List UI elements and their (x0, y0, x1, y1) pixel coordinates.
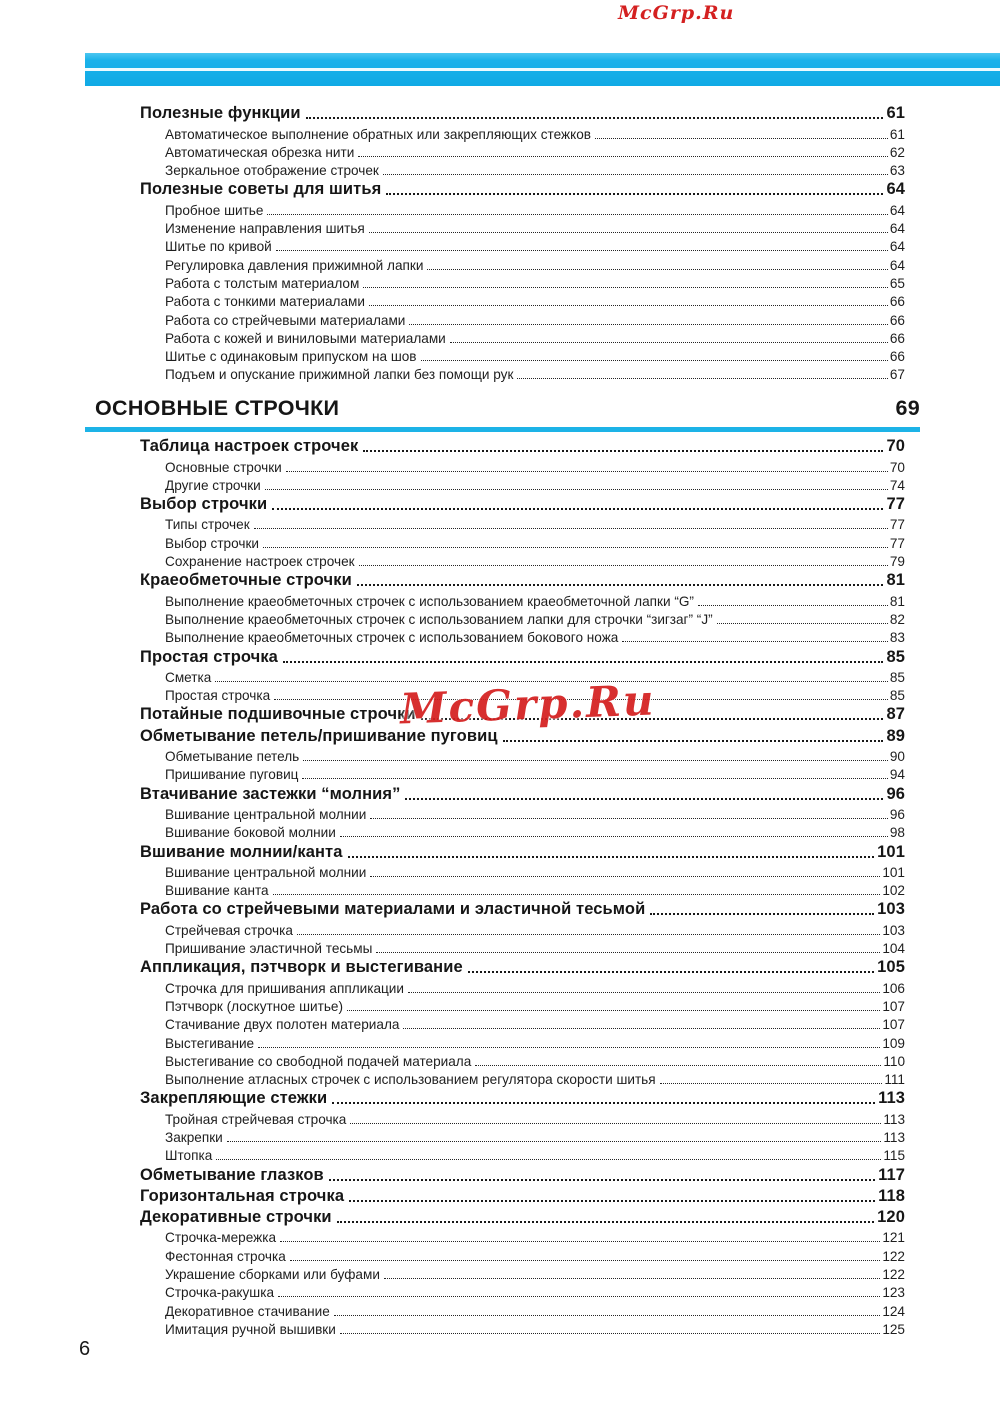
toc-entry-label: Фестонная строчка (165, 1248, 286, 1264)
toc-entry-label: Стачивание двух полотен материала (165, 1017, 400, 1033)
toc-entry-label: Вшивание центральной молнии (165, 864, 367, 880)
toc-entry-page: 64 (889, 239, 905, 255)
toc-entry-label: Основные строчки (165, 459, 282, 475)
toc-entry-page: 67 (889, 367, 905, 383)
toc-entry-label: Полезные советы для шитья (140, 180, 382, 199)
toc-entry-page: 64 (889, 202, 905, 218)
toc-entry-page: 124 (882, 1303, 905, 1319)
toc-subentry (140, 627, 905, 645)
toc-subentry (140, 880, 905, 898)
dotted-leader (334, 1315, 881, 1316)
section-title: ОСНОВНЫЕ СТРОЧКИ (95, 396, 340, 420)
dotted-leader (329, 1179, 875, 1181)
toc-entry (140, 840, 905, 861)
toc-entry (140, 956, 905, 977)
toc-subentry (140, 346, 905, 364)
toc-subentry (140, 273, 905, 291)
section-page-number: 69 (895, 396, 920, 420)
toc-intro-list (140, 102, 905, 382)
toc-entry-page: 64 (889, 221, 905, 237)
toc-subentry (140, 254, 905, 272)
dotted-leader (370, 876, 880, 877)
toc-entry-page: 66 (889, 312, 905, 328)
toc-entry-label: Подъем и опускание прижимной лапки без помощи рук (165, 367, 514, 383)
toc-subentry (140, 1264, 905, 1282)
toc-subentry (140, 590, 905, 608)
toc-entry-page: 77 (886, 495, 905, 514)
dotted-leader (359, 565, 888, 566)
toc-entry-page: 66 (889, 330, 905, 346)
dotted-leader (369, 232, 888, 233)
toc-entry-page: 85 (889, 669, 905, 685)
dotted-leader (348, 856, 875, 858)
toc-entry-page: 123 (882, 1285, 905, 1301)
toc-entry-label: Выполнение краеобметочных строчек с использованием бокового ножа (165, 630, 619, 646)
toc-subentry (140, 1245, 905, 1263)
toc-entry-page: 109 (882, 1035, 905, 1051)
toc-entry-page: 102 (882, 883, 905, 899)
dotted-leader (595, 138, 888, 139)
toc-entry-label: Обметывание глазков (140, 1165, 324, 1184)
toc-entry-label: Декоративные строчки (140, 1208, 332, 1227)
toc-subentry (140, 309, 905, 327)
dotted-leader (303, 760, 888, 761)
toc-entry-page: 89 (886, 726, 905, 745)
toc-entry-label: Вшивание канта (165, 883, 269, 899)
toc-entry-page: 103 (882, 922, 905, 938)
toc-subentry (140, 804, 905, 822)
dotted-leader (386, 193, 883, 195)
toc-subentry (140, 364, 905, 382)
toc-entry-page: 107 (882, 1017, 905, 1033)
toc-entry-label: Работа со стрейчевыми материалами (165, 312, 406, 328)
dotted-leader (384, 1278, 880, 1279)
toc-entry-page: 110 (883, 1053, 905, 1069)
toc-entry-label: Изменение направления шитья (165, 221, 365, 237)
toc-entry (140, 1087, 905, 1108)
toc-entry-page: 122 (882, 1248, 905, 1264)
watermark-mcgrp-top: McGrp.Ru (618, 2, 735, 24)
toc-entry-label: Строчка-мережка (165, 1230, 277, 1246)
toc-entry-label: Таблица настроек строчек (140, 437, 359, 456)
toc-entry-page: 81 (889, 593, 905, 609)
toc-entry-page: 61 (886, 104, 905, 123)
toc-entry-label: Краеобметочные строчки (140, 571, 352, 590)
page-number: 6 (79, 1338, 91, 1360)
section-heading (95, 396, 920, 421)
toc-subentry (140, 1227, 905, 1245)
toc-subentry (140, 822, 905, 840)
dotted-leader (357, 584, 884, 586)
toc-subentry (140, 746, 905, 764)
toc-entry-page: 82 (889, 611, 905, 627)
toc-entry (140, 435, 905, 456)
toc-subentry (140, 1051, 905, 1069)
watermark-mcgrp-center: McGrp.Ru (399, 675, 657, 734)
toc-entry-label: Полезные функции (140, 104, 301, 123)
toc-entry-label: Регулировка давления прижимной лапки (165, 257, 424, 273)
toc-entry-label: Типы строчек (165, 517, 250, 533)
dotted-leader (363, 450, 883, 452)
toc-subentry (140, 456, 905, 474)
dotted-leader (227, 1141, 882, 1142)
dotted-leader (370, 818, 888, 819)
toc-subentry (140, 1145, 905, 1163)
dotted-leader (408, 992, 880, 993)
dotted-leader (278, 1296, 880, 1297)
toc-entry-label: Имитация ручной вышивки (165, 1321, 336, 1337)
toc-entry-label: Стрейчевая строчка (165, 922, 293, 938)
toc-entry-label: Выполнение краеобметочных строчек с использованием лапки для строчки “зигзаг” “J” (165, 611, 713, 627)
toc-entry-page: 85 (889, 688, 905, 704)
dotted-leader (347, 1010, 880, 1011)
dotted-leader (332, 1102, 875, 1104)
dotted-leader (254, 528, 888, 529)
toc-entry-label: Пэтчворк (лоскутное шитье) (165, 998, 344, 1014)
toc-entry-label: Пробное шитье (165, 202, 264, 218)
toc-entry (140, 645, 905, 666)
dotted-leader (297, 934, 880, 935)
toc-entry-label: Простая строчка (165, 688, 271, 704)
toc-entry-page: 81 (886, 571, 905, 590)
dotted-leader (698, 605, 888, 606)
toc-entry-label: Пришивание пуговиц (165, 767, 299, 783)
toc-subentry (140, 1032, 905, 1050)
toc-entry-page: 113 (883, 1111, 905, 1127)
toc-entry-page: 65 (889, 275, 905, 291)
dotted-leader (265, 489, 888, 490)
toc-entry-page: 77 (889, 535, 905, 551)
toc-entry-label: Вшивание центральной молнии (165, 806, 367, 822)
toc-subentry (140, 1127, 905, 1145)
section-rule (85, 427, 920, 432)
toc-subentry (140, 551, 905, 569)
toc-entry-label: Вшивание боковой молнии (165, 825, 336, 841)
toc-entry-page: 115 (883, 1148, 905, 1164)
toc-entry-label: Шитье с одинаковым припуском на шов (165, 349, 417, 365)
toc-subentry (140, 236, 905, 254)
toc-subentry (140, 764, 905, 782)
toc-subentry (140, 142, 905, 160)
dotted-leader (650, 913, 874, 915)
toc-subentry (140, 199, 905, 217)
dotted-leader (340, 836, 888, 837)
dotted-leader (306, 117, 884, 119)
toc-entry-label: Строчка для пришивания аппликации (165, 980, 404, 996)
toc-subentry (140, 514, 905, 532)
toc-entry (140, 898, 905, 919)
toc-entry (140, 493, 905, 514)
toc-entry-page: 63 (889, 163, 905, 179)
toc-entry-page: 105 (877, 958, 905, 977)
toc-entry-label: Выстегивание со свободной подачей материала (165, 1053, 472, 1069)
toc-entry-page: 101 (877, 842, 905, 861)
toc-subentry (140, 862, 905, 880)
dotted-leader (622, 641, 888, 642)
dotted-leader (258, 1047, 880, 1048)
toc-entry-label: Зеркальное отображение строчек (165, 163, 379, 179)
dotted-leader (272, 508, 883, 510)
toc-entry-label: Простая строчка (140, 647, 278, 666)
dotted-leader (363, 287, 888, 288)
dotted-leader (717, 623, 888, 624)
dotted-leader (358, 156, 888, 157)
dotted-leader (349, 1200, 875, 1202)
header-band-divider-line (85, 68, 1000, 71)
toc-entry-page: 83 (889, 630, 905, 646)
dotted-leader (376, 952, 880, 953)
toc-entry-page: 125 (882, 1321, 905, 1337)
toc-entry-label: Шитье по кривой (165, 239, 272, 255)
dotted-leader (503, 740, 884, 742)
toc-entry-page: 85 (886, 647, 905, 666)
toc-entry-page: 61 (889, 126, 905, 142)
toc-subentry (140, 609, 905, 627)
toc-entry (140, 1185, 905, 1206)
toc-entry-label: Втачивание застежки “молния” (140, 784, 401, 803)
toc-entry-label: Автоматическая обрезка нити (165, 144, 355, 160)
toc-entry-label: Выстегивание (165, 1035, 255, 1051)
toc-entry-label: Выполнение атласных строчек с использованием регулятора скорости шитья (165, 1072, 656, 1088)
toc-entry-page: 101 (882, 864, 905, 880)
toc-entry-label: Работа со стрейчевыми материалами и эластичной тесьмой (140, 900, 646, 919)
toc-entry-page: 90 (889, 749, 905, 765)
dotted-leader (450, 342, 888, 343)
toc-subentry (140, 1319, 905, 1337)
toc-subentry (140, 1014, 905, 1032)
toc-entry-label: Строчка-ракушка (165, 1285, 275, 1301)
toc-entry-label: Работа с тонкими материалами (165, 294, 365, 310)
toc-entry-page: 106 (882, 980, 905, 996)
toc-entry-page: 117 (878, 1165, 905, 1184)
toc-entry-label: Автоматическое выполнение обратных или закрепляющих стежков (165, 126, 591, 142)
dotted-leader (403, 1028, 880, 1029)
dotted-leader (290, 1260, 881, 1261)
toc-entry (140, 782, 905, 803)
toc-subentry (140, 475, 905, 493)
dotted-leader (340, 1333, 880, 1334)
toc-entry-label: Другие строчки (165, 477, 261, 493)
toc-entry-label: Выбор строчки (140, 495, 268, 514)
dotted-leader (273, 894, 881, 895)
toc-subentry (140, 1108, 905, 1126)
toc-entry-page: 103 (877, 900, 905, 919)
toc-entry-label: Аппликация, пэтчворк и выстегивание (140, 958, 463, 977)
dotted-leader (263, 547, 888, 548)
dotted-leader (405, 798, 883, 800)
toc-entry-page: 77 (889, 517, 905, 533)
toc-entry-label: Выполнение краеобметочных строчек с использованием краеобметочной лапки “G” (165, 593, 694, 609)
toc-entry-label: Вшивание молнии/канта (140, 842, 343, 861)
toc-subentry (140, 291, 905, 309)
toc-entry-label: Пришивание эластичной тесьмы (165, 941, 373, 957)
toc-entry-page: 66 (889, 294, 905, 310)
toc-subentry (140, 328, 905, 346)
toc-entry-page: 64 (889, 257, 905, 273)
toc-entry-page: 118 (878, 1186, 905, 1205)
toc-entry-label: Тройная стрейчевая строчка (165, 1111, 347, 1127)
toc-entry-page: 104 (882, 941, 905, 957)
dotted-leader (468, 971, 874, 973)
toc-subentry (140, 160, 905, 178)
toc-entry (140, 569, 905, 590)
toc-entry-label: Декоративное стачивание (165, 1303, 330, 1319)
toc-entry-label: Потайные подшивочные строчки (140, 705, 416, 724)
dotted-leader (276, 250, 888, 251)
toc-entry-label: Штопка (165, 1148, 213, 1164)
toc-entry-label: Выбор строчки (165, 535, 259, 551)
toc-subentry (140, 938, 905, 956)
toc-entry-page: 98 (889, 825, 905, 841)
toc-entry-page: 96 (886, 784, 905, 803)
toc-entry (140, 1163, 905, 1184)
toc-entry-page: 64 (886, 180, 905, 199)
toc-entry-page: 120 (877, 1208, 905, 1227)
dotted-leader (302, 778, 887, 779)
dotted-leader (475, 1065, 881, 1066)
toc-subentry (140, 977, 905, 995)
dotted-leader (267, 214, 887, 215)
toc-entry-page: 79 (889, 554, 905, 570)
toc-entry-page: 62 (889, 144, 905, 160)
toc-entry-label: Сметка (165, 669, 212, 685)
toc-entry-page: 113 (883, 1129, 905, 1145)
toc-subentry (140, 1069, 905, 1087)
toc-entry-label: Закрепляющие стежки (140, 1089, 328, 1108)
dotted-leader (421, 360, 888, 361)
toc-entry-label: Работа с кожей и виниловыми материалами (165, 330, 446, 346)
toc-subentry (140, 1300, 905, 1318)
toc-entry-page: 94 (889, 767, 905, 783)
toc-subentry (140, 919, 905, 937)
toc-entry (140, 178, 905, 199)
toc-entry-page: 87 (886, 705, 905, 724)
toc-entry-page: 96 (889, 806, 905, 822)
toc-entry-page: 122 (882, 1267, 905, 1283)
toc-entry-page: 111 (884, 1072, 905, 1088)
dotted-leader (409, 324, 887, 325)
toc-entry-label: Украшение сборками или буфами (165, 1267, 380, 1283)
dotted-leader (350, 1123, 881, 1124)
toc-entry (140, 102, 905, 123)
dotted-leader (427, 269, 887, 270)
dotted-leader (286, 471, 888, 472)
dotted-leader (660, 1083, 883, 1084)
toc-subentry (140, 218, 905, 236)
toc-entry-label: Сохранение настроек строчек (165, 554, 355, 570)
header-band (85, 53, 1000, 86)
toc-entry-page: 113 (878, 1089, 905, 1108)
toc-entry-label: Работа с толстым материалом (165, 275, 360, 291)
dotted-leader (280, 1241, 880, 1242)
toc-entry-page: 107 (882, 998, 905, 1014)
dotted-leader (517, 378, 887, 379)
toc-subentry (140, 532, 905, 550)
dotted-leader (383, 174, 888, 175)
toc-subentry (140, 996, 905, 1014)
toc-entry-label: Горизонтальная строчка (140, 1186, 345, 1205)
toc-entry-page: 66 (889, 349, 905, 365)
dotted-leader (283, 661, 883, 663)
toc-main-list (140, 435, 905, 1337)
toc-entry-page: 121 (882, 1230, 905, 1246)
toc-subentry (140, 1282, 905, 1300)
toc-entry-page: 70 (889, 459, 905, 475)
toc-entry-label: Закрепки (165, 1129, 223, 1145)
toc-entry-page: 70 (886, 437, 905, 456)
toc-entry (140, 1206, 905, 1227)
dotted-leader (337, 1221, 874, 1223)
dotted-leader (369, 305, 888, 306)
toc-entry-page: 74 (889, 477, 905, 493)
toc-entry-label: Обметывание петель (165, 749, 300, 765)
toc-entry-label: Обметывание петель/пришивание пуговиц (140, 726, 498, 745)
toc-subentry (140, 123, 905, 141)
dotted-leader (216, 1159, 881, 1160)
